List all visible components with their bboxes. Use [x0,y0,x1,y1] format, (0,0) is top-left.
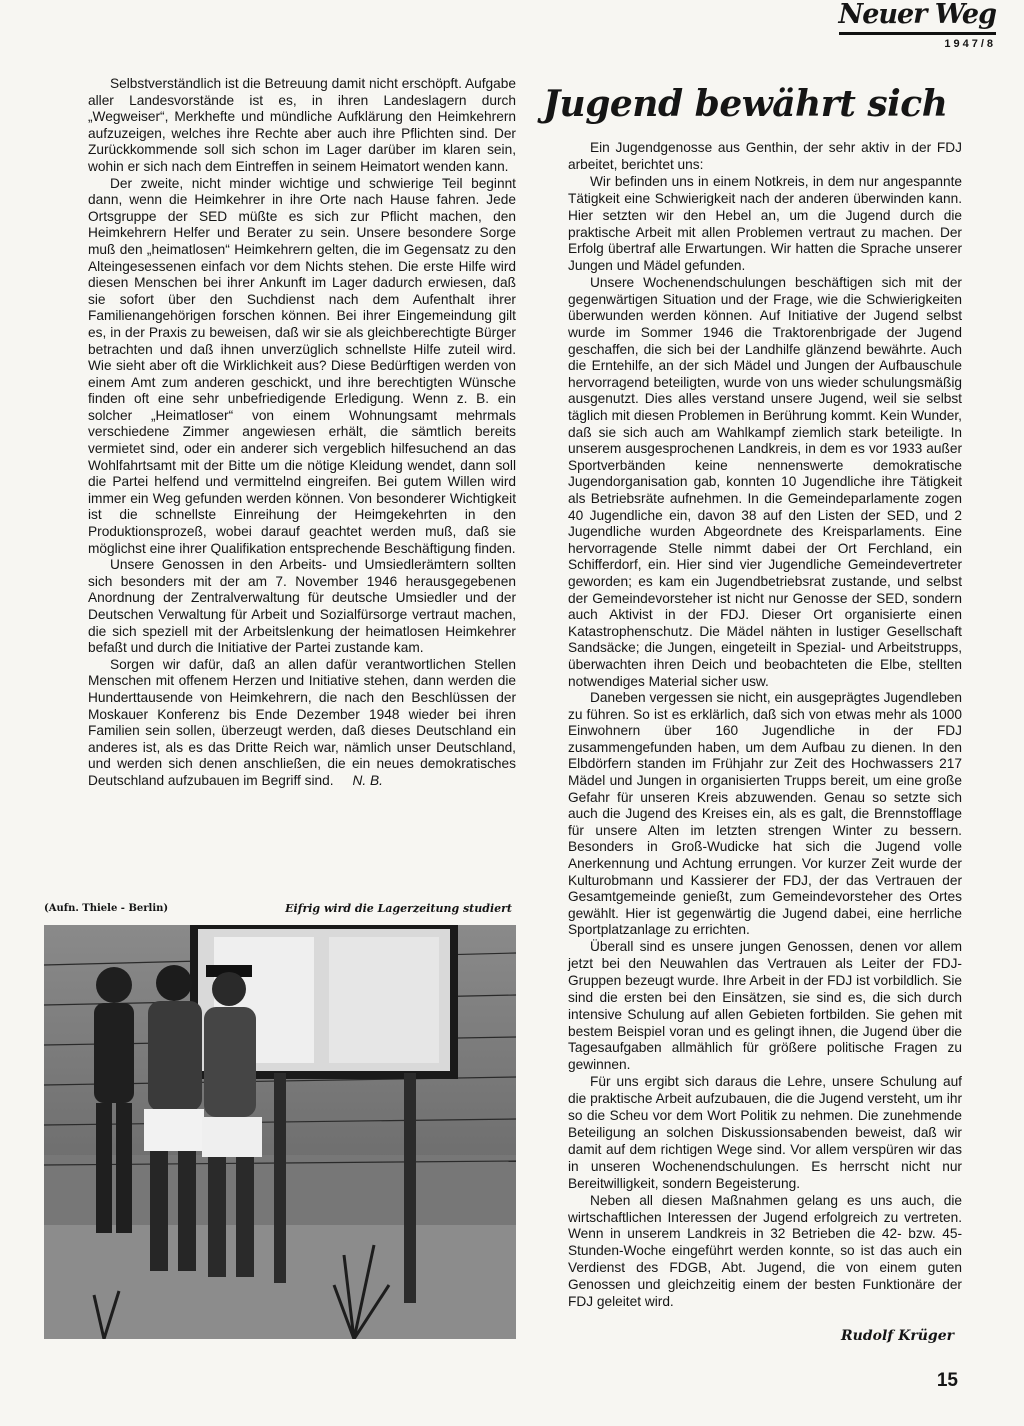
masthead-title: Neuer Weg [838,0,996,30]
left-paragraph-last [88,657,516,790]
photo-illustration [44,925,516,1339]
masthead-rule [839,32,996,35]
photo-credit: (Aufn. Thiele - Berlin) [44,903,169,914]
left-signature: N. B. [352,772,383,788]
article-paragraph: Ein Jugendgenosse aus Genthin, der sehr aktiv in der FDJ arbeitet, berichtet uns: [568,140,962,172]
left-paragraph-text: Sorgen wir dafür, daß an allen dafür verantwortlichen Stellen Menschen mit offenem Herzen und Initiative stehen, dann werden die Hunderttausende von Heimkehrern, die nach den Beschlüssen der Moskauer Konferenz bis Ende Dezember 1948 wieder bei ihren Familien sein sollen, überzeugt werden, daß dieses Deutschland ein anderes ist, als es das Dritte Reich war, nämlich unser Deutschland, und werden sich denen anschließen, die ein neues demokratisches Deutschland aufzubauen im Begriff sind. [88,656,516,788]
article-paragraph: Überall sind es unsere jungen Genossen, denen vor allem jetzt bei den Neuwahlen das Vertrauen als Leiter der FDJ-Gruppen bezeugt wurde. Ihre Arbeit in der FDJ ist vorbildlich. Sie sind die ersten bei den Einsätzen, sie sind es, die sich durch intensive Schulung auf allen Gebieten fortbilden. Sie gehen mit bestem Beispiel voran und es gelingt ihnen, die Jugend über die Tagesaufgaben allmählich für größere politische Fragen zu gewinnen. [568,939,962,1073]
left-paragraph: Selbstverständlich ist die Betreuung damit nicht erschöpft. Aufgabe aller Landesvorstände ist es, in ihren Landeslagern durch „Wegweiser“, Merkhefte und mündliche Aufklärung den Heimkehrern aufzuzeigen, welches ihre Rechte aber auch ihre Pflichten sind. Der Zurückkommende soll sich schon im Lager darüber im klaren sein, wohin er sich nach dem Eintreffen in seinem Heimatort wenden kann. [88,76,516,174]
page-number: 15 [936,1370,958,1391]
left-paragraph: Unsere Genossen in den Arbeits- und Umsiedlerämtern sollten sich besonders mit der am 7. November 1946 herausgegebenen Anordnung der Zentralverwaltung für deutsche Umsiedler und der Deutschen Verwaltung für Arbeit und Sozialfürsorge vertraut machen, die sich speziell mit der Arbeitslenkung der heimatlosen Heimkehrer befaßt und durch die Initiative der Partei zustande kam. [88,557,516,656]
article-paragraph: Wir befinden uns in einem Notkreis, in dem nur angespannte Tätigkeit eine Schwierigkeit nach der anderen überwinden kann. Hier setzten wir den Hebel an, um die Jugend durch die praktische Arbeit mit allen Problemen vertraut zu machen. Der Erfolg übertraf alle Erwartungen. Wir hatten die Sprache unserer Jungen und Mädel gefunden. [568,173,962,274]
left-column [88,76,516,790]
right-column [568,140,962,1311]
article-headline: Jugend bewährt sich [543,83,948,125]
article-paragraph: Daneben vergessen sie nicht, ein ausgeprägtes Jugendleben zu führen. So ist es erklärlich, daß sich von etwas mehr als 1000 Einwohnern über 160 Jugendliche in der FDJ zusammengefunden haben, um dem Aufbau zu dienen. In den Elbdörfern standen im Frühjahr zur Zeit des Hochwassers 217 Mädel und Jungen in organisierten Trupps bereit, um eine große Gefahr für unseren Kreis abzuwenden. Genau so setzte sich auch die Jugend des Kreises ein, als es galt, die Brennstofflage für unsere Alten im letzten strengen Winter zu bessern. Besonders in Groß-Wudicke hat sich die Jugend volle Anerkennung und Achtung errungen. Vor kurzer Zeit wurde der Kulturobmann und Kassierer der FDJ, der das Vertrauen der Gesamtgemeinde genießt, zum Gemeindevorsteher des Ortes gewählt. Hier ist gegenwärtig die Jugend dabei, eine herrliche Sportplatzanlage zu errichten. [568,690,962,938]
article-paragraph: Unsere Wochenendschulungen beschäftigen sich mit der gegenwärtigen Situation und der Frage, wie die Schwierigkeiten überwunden werden können. Auf Initiative der Jugend selbst wurde im Sommer 1946 die Traktorenbrigade der Jugend geschaffen, die sich bei der Landhilfe glänzend bewährte. Auch die Erntehilfe, an der sich Mädel und Jungen der Aufbauschule hervorragend beteiligten, wurde von uns wieder schulungsmäßig ausgenutzt. Dies alles verstand unsere Jugend, weil sie selbst täglich mit diesen Problemen in Berührung kommt. Kein Wunder, daß sie sich auch am Wahlkampf ziemlich stark beteiligte. In unserem ausgesprochenen Landkreis, in dem es vor 1933 außer Sportverbänden keine nennenswerte demokratische Jugendorganisation gab, konnten 10 Jugendliche ihre Tätigkeit als Betriebsräte aufnehmen. In die Gemeindeparlamente zogen 40 Jugendliche ein, davon 38 auf den Listen der SED, und 2 Jugendliche wurden Abgeordnete des Kreisparlaments. Eine hervorragende Stelle nimmt dabei der Ort Ferchland, ein Schifferdorf, ein. Hier sind vier Jugendliche Gemeindevertreter geworden; es kam ein Jugendbetriebsrat zustande, und selbst der Gemeindevorsteher ist nicht nur Genosse der SED, sondern auch Aktivist in der FDJ. Dieser Ort organisierte einen Katastrophenschutz. Die Mädel nähten in lustiger Gesellschaft Sandsäcke; die Jungen, eingeteilt in Spezial- und Arbeitstrupps, überwachten ihren Deich und beobachteten die Elbe, stellten notwendiges Material sicher usw. [568,275,962,689]
left-paragraph: Der zweite, nicht minder wichtige und schwierige Teil beginnt dann, wenn die Heimkehrer in ihre Orte nach Hause fahren. Jede Ortsgruppe der SED müßte es sich zur Pflicht machen, den Heimkehrern Helfer und Berater zu sein. Unsere besondere Sorge muß den „heimatlosen“ Heimkehrern gelten, die im Gegensatz zu den Alteingesessenen einfach vor dem Nichts stehen. Die erste Hilfe wird diesen Menschen bei ihrer Ankunft im Lager dadurch erwiesen, daß sie sofort über den Suchdienst nach dem Aufenthalt ihrer Familienangehörigen forschen können. Bei ihrer Eingemeindung gilt es, in der Praxis zu beweisen, daß wir sie als gleichberechtigte Bürger betrachten und daß ihnen unverzüglich schnellste Hilfe zuteil wird. Wie sieht aber oft die Wirklichkeit aus? Diese Bedürftigen werden von einem Amt zum anderen geschickt, und ihre berechtigten Wünsche finden oft eine sehr unbefriedigende Erledigung. Wenn z. B. ein solcher „Heimatloser“ von einem Wohnungsamt mehrmals verschiedene Zimmer angewiesen erhält, die sämtlich bereits vermietet sind, oder ein anderer sich vergeblich hilfesuchend an das Wohlfahrtsamt mit der Bitte um die nötige Kleidung wendet, dann soll die Partei helfend und vermittelnd eingreifen. Bei gutem Willen wird immer ein Weg gefunden werden können. Von besonderer Wichtigkeit ist die schnellste Einreihung der Heimgekehrten in den Produktionsprozeß, wobei darauf geachtet werden muß, daß sie möglichst eine ihrer Qualifikation entsprechende Beschäftigung finden. [88,175,516,556]
article-author: Rudolf Krüger [841,1328,954,1344]
article-paragraph: Für uns ergibt sich daraus die Lehre, unsere Schulung auf die praktische Arbeit aufzubauen, die die Jugend versteht, um ihr so die Scheu vor dem Wort Politik zu nehmen. Die zunehmende Beteiligung an solchen Diskussionsabenden beweist, daß wir damit auf dem richtigen Wege sind. Vor allem verspüren wir das in unseren Wochenendschulungen. Es herrscht nicht nur Bereitwilligkeit, sondern Begeisterung. [568,1074,962,1191]
lagerzeitung-photo [44,925,516,1339]
masthead [839,0,996,50]
photo-caption: Eifrig wird die Lagerzeitung studiert [285,902,512,915]
article-paragraph: Neben all diesen Maßnahmen gelang es uns auch, die wirtschaftlichen Interessen der Jugend erfolgreich zu vertreten. Wenn in unserem Landkreis in 32 Betrieben die 42- bzw. 45-Stunden-Woche eingeführt werden konnte, so ist das auch ein Verdienst des FDGB, Abt. Jugend, die von einem guten Genossen und gleichzeitig einem der besten Funktionäre der FDJ geleitet wird. [568,1192,962,1310]
masthead-issue: 1947/8 [944,38,996,50]
